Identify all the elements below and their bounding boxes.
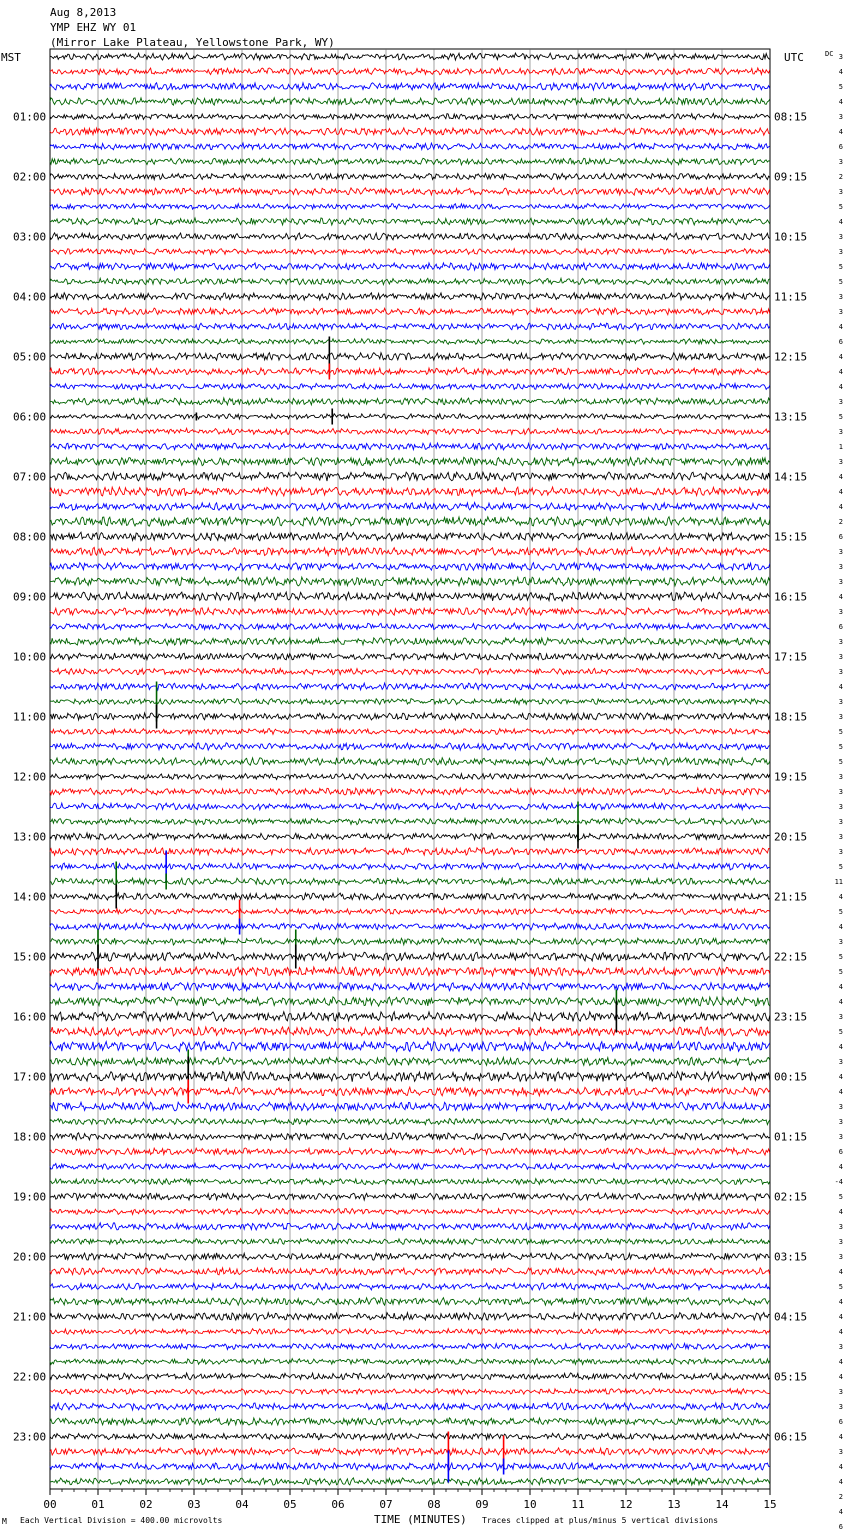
trace-2 bbox=[50, 83, 770, 91]
trace-7 bbox=[50, 158, 770, 165]
x-tick-label: 15 bbox=[763, 1498, 777, 1511]
dc-offset-label: 4 bbox=[838, 1358, 843, 1366]
x-tick-label: 04 bbox=[235, 1498, 249, 1511]
x-tick-label: 12 bbox=[619, 1498, 633, 1511]
trace-23 bbox=[50, 398, 770, 405]
dc-offset-label: 5 bbox=[838, 908, 843, 916]
dc-offset-label: 3 bbox=[838, 1403, 843, 1411]
dc-offset-label: 2 bbox=[838, 518, 843, 526]
trace-8 bbox=[50, 173, 770, 179]
utc-hour-label: 22:15 bbox=[774, 950, 808, 964]
trace-35 bbox=[50, 577, 770, 586]
trace-69 bbox=[50, 1087, 770, 1096]
dc-offset-label: 3 bbox=[838, 233, 843, 241]
utc-hour-label: 14:15 bbox=[774, 470, 808, 484]
trace-40 bbox=[50, 653, 770, 660]
trace-95 bbox=[50, 1478, 770, 1485]
mst-hour-label: 09:00 bbox=[13, 590, 47, 604]
dc-offset-label: 4 bbox=[838, 1208, 843, 1216]
trace-26 bbox=[50, 443, 770, 450]
dc-offset-label: 5 bbox=[838, 413, 843, 421]
utc-hour-label: 12:15 bbox=[774, 350, 808, 364]
dc-offset-label: 3 bbox=[838, 308, 843, 316]
dc-offset-label: 3 bbox=[838, 848, 843, 856]
dc-offset-label: 3 bbox=[838, 713, 843, 721]
dc-offset-label: 3 bbox=[838, 1253, 843, 1261]
location-label: (Mirror Lake Plateau, Yellowstone Park, WY) bbox=[50, 36, 335, 49]
mst-hour-label: 01:00 bbox=[13, 110, 47, 124]
dc-offset-label: 3 bbox=[838, 788, 843, 796]
dc-offset-label: 3 bbox=[838, 293, 843, 301]
trace-5 bbox=[50, 128, 770, 135]
utc-hour-label: 13:15 bbox=[774, 410, 808, 424]
dc-offset-label: 4 bbox=[838, 1463, 843, 1471]
scale-note: Each Vertical Division = 400.00 microvolts bbox=[20, 1516, 223, 1525]
utc-hour-label: 21:15 bbox=[774, 890, 808, 904]
mst-hour-label: 12:00 bbox=[13, 770, 47, 784]
dc-offset-label: 3 bbox=[838, 1388, 843, 1396]
utc-hour-label: 06:15 bbox=[774, 1430, 808, 1444]
trace-76 bbox=[50, 1193, 770, 1200]
x-tick-label: 05 bbox=[283, 1498, 297, 1511]
dc-offset-label: 3 bbox=[838, 158, 843, 166]
dc-offset-label: 4 bbox=[838, 1433, 843, 1441]
dc-offset-label: 3 bbox=[838, 1448, 843, 1456]
dc-offset-label: 4 bbox=[838, 1163, 843, 1171]
dc-offset-label: 3 bbox=[838, 608, 843, 616]
trace-3 bbox=[50, 98, 770, 105]
x-tick-label: 09 bbox=[475, 1498, 489, 1511]
mst-hour-label: 13:00 bbox=[13, 830, 47, 844]
dc-offset-label: 6 bbox=[838, 1523, 843, 1531]
mst-hour-label: 05:00 bbox=[13, 350, 47, 364]
dc-offset-label: 5 bbox=[838, 1193, 843, 1201]
corner-mark: M bbox=[2, 1517, 7, 1526]
trace-67 bbox=[50, 1057, 770, 1065]
left-axis-title: MST bbox=[1, 51, 21, 64]
utc-hour-label: 09:15 bbox=[774, 170, 808, 184]
dc-offset-label: 4 bbox=[838, 1328, 843, 1336]
x-tick-label: 11 bbox=[571, 1498, 585, 1511]
x-tick-label: 07 bbox=[379, 1498, 393, 1511]
trace-61 bbox=[50, 967, 770, 976]
mst-hour-label: 04:00 bbox=[13, 290, 47, 304]
utc-hour-label: 00:15 bbox=[774, 1070, 808, 1084]
trace-52 bbox=[50, 833, 770, 840]
trace-87 bbox=[50, 1359, 770, 1365]
utc-hour-label: 02:15 bbox=[774, 1190, 808, 1204]
dc-title: DC bbox=[825, 50, 834, 58]
dc-offset-label: 4 bbox=[838, 893, 843, 901]
dc-offset-label: 4 bbox=[838, 1268, 843, 1276]
dc-offset-label: 5 bbox=[838, 278, 843, 286]
trace-51 bbox=[50, 818, 770, 824]
dc-offset-label: 3 bbox=[838, 938, 843, 946]
trace-84 bbox=[50, 1313, 770, 1321]
utc-hour-label: 17:15 bbox=[774, 650, 808, 664]
dc-offset-label: 5 bbox=[838, 863, 843, 871]
utc-hour-label: 23:15 bbox=[774, 1010, 808, 1024]
dc-offset-label: 3 bbox=[838, 563, 843, 571]
trace-86 bbox=[50, 1343, 770, 1349]
trace-72 bbox=[50, 1133, 770, 1140]
dc-offset-label: 11 bbox=[834, 878, 843, 886]
dc-offset-label: 6 bbox=[838, 1418, 843, 1426]
trace-91 bbox=[50, 1418, 770, 1425]
utc-hour-label: 05:15 bbox=[774, 1370, 808, 1384]
utc-hour-label: 16:15 bbox=[774, 590, 808, 604]
trace-45 bbox=[50, 729, 770, 735]
x-tick-label: 08 bbox=[427, 1498, 441, 1511]
trace-93 bbox=[50, 1448, 770, 1455]
trace-28 bbox=[50, 472, 770, 481]
trace-71 bbox=[50, 1118, 770, 1124]
utc-hour-label: 15:15 bbox=[774, 530, 808, 544]
trace-9 bbox=[50, 188, 770, 195]
mst-hour-label: 18:00 bbox=[13, 1130, 47, 1144]
trace-group bbox=[50, 53, 770, 1485]
dc-offset-label: 4 bbox=[838, 1073, 843, 1081]
dc-offset-label: 4 bbox=[838, 353, 843, 361]
trace-49 bbox=[50, 788, 770, 795]
dc-offset-label: 3 bbox=[838, 833, 843, 841]
dc-offset-label: 4 bbox=[838, 383, 843, 391]
dc-offset-label: 5 bbox=[838, 263, 843, 271]
trace-41 bbox=[50, 668, 770, 674]
dc-offset-label: 5 bbox=[838, 203, 843, 211]
trace-58 bbox=[50, 923, 770, 930]
trace-12 bbox=[50, 233, 770, 240]
trace-68 bbox=[50, 1071, 770, 1081]
mst-hour-label: 08:00 bbox=[13, 530, 47, 544]
dc-offset-label: 3 bbox=[838, 1058, 843, 1066]
trace-55 bbox=[50, 878, 770, 885]
mst-hour-label: 14:00 bbox=[13, 890, 47, 904]
dc-offset-label: 3 bbox=[838, 1343, 843, 1351]
mst-hour-label: 16:00 bbox=[13, 1010, 47, 1024]
dc-offset-label: 4 bbox=[838, 683, 843, 691]
trace-34 bbox=[50, 563, 770, 571]
mst-hour-label: 11:00 bbox=[13, 710, 47, 724]
dc-offset-label: 4 bbox=[838, 128, 843, 136]
dc-offset-label: 5 bbox=[838, 728, 843, 736]
trace-78 bbox=[50, 1223, 770, 1230]
dc-offset-label: 5 bbox=[838, 1028, 843, 1036]
trace-24 bbox=[50, 414, 770, 420]
dc-offset-label: 6 bbox=[838, 623, 843, 631]
x-axis-ticks bbox=[43, 1489, 776, 1511]
trace-22 bbox=[50, 384, 770, 390]
utc-hour-label: 08:15 bbox=[774, 110, 808, 124]
dc-offset-label: 3 bbox=[838, 1238, 843, 1246]
dc-offset-label: 4 bbox=[838, 98, 843, 106]
mst-hour-label: 06:00 bbox=[13, 410, 47, 424]
x-tick-label: 13 bbox=[667, 1498, 681, 1511]
dc-offset-label: 3 bbox=[838, 818, 843, 826]
utc-hour-label: 01:15 bbox=[774, 1130, 808, 1144]
trace-30 bbox=[50, 503, 770, 511]
dc-offset-label: 3 bbox=[838, 113, 843, 121]
mst-hour-label: 17:00 bbox=[13, 1070, 47, 1084]
trace-50 bbox=[50, 803, 770, 810]
dc-offset-label: 6 bbox=[838, 1148, 843, 1156]
mst-hour-label: 20:00 bbox=[13, 1250, 47, 1264]
dc-offset-label: -4 bbox=[834, 1178, 843, 1186]
trace-42 bbox=[50, 683, 770, 690]
dc-offset-label: 3 bbox=[838, 248, 843, 256]
dc-offset-label: 4 bbox=[838, 1508, 843, 1516]
trace-18 bbox=[50, 323, 770, 330]
trace-31 bbox=[50, 517, 770, 526]
trace-77 bbox=[50, 1209, 770, 1215]
dc-offset-label: 3 bbox=[838, 548, 843, 556]
dc-offset-label: 4 bbox=[838, 1313, 843, 1321]
trace-74 bbox=[50, 1163, 770, 1169]
dc-offset-label: 4 bbox=[838, 1088, 843, 1096]
dc-offset-label: 5 bbox=[838, 953, 843, 961]
trace-44 bbox=[50, 713, 770, 720]
trace-4 bbox=[50, 114, 770, 120]
trace-75 bbox=[50, 1179, 770, 1185]
utc-hour-label: 18:15 bbox=[774, 710, 808, 724]
trace-15 bbox=[50, 278, 770, 284]
dc-offset-label: 4 bbox=[838, 323, 843, 331]
trace-66 bbox=[50, 1041, 770, 1051]
dc-offset-label: 4 bbox=[838, 473, 843, 481]
dc-offset-label: 2 bbox=[838, 173, 843, 181]
dc-offset-label: 4 bbox=[838, 998, 843, 1006]
dc-offset-label: 3 bbox=[838, 773, 843, 781]
trace-39 bbox=[50, 638, 770, 645]
dc-offset-label: 3 bbox=[838, 1223, 843, 1231]
dc-offset-label: 4 bbox=[838, 923, 843, 931]
right-hour-labels bbox=[774, 111, 807, 1444]
dc-offset-label: 3 bbox=[838, 578, 843, 586]
dc-offset-label: 6 bbox=[838, 338, 843, 346]
x-tick-label: 14 bbox=[715, 1498, 729, 1511]
trace-20 bbox=[50, 353, 770, 361]
trace-88 bbox=[50, 1373, 770, 1380]
trace-38 bbox=[50, 623, 770, 630]
dc-offset-label: 4 bbox=[838, 503, 843, 511]
trace-29 bbox=[50, 487, 770, 496]
dc-offset-label: 6 bbox=[838, 143, 843, 151]
trace-89 bbox=[50, 1389, 770, 1395]
trace-73 bbox=[50, 1148, 770, 1155]
mst-hour-label: 23:00 bbox=[13, 1430, 47, 1444]
x-tick-label: 01 bbox=[91, 1498, 105, 1511]
dc-offset-label: 6 bbox=[838, 533, 843, 541]
mst-hour-label: 07:00 bbox=[13, 470, 47, 484]
trace-56 bbox=[50, 893, 770, 900]
trace-21 bbox=[50, 368, 770, 375]
x-tick-label: 06 bbox=[331, 1498, 345, 1511]
dc-offset-label: 3 bbox=[838, 428, 843, 436]
dc-offset-label: 4 bbox=[838, 488, 843, 496]
trace-62 bbox=[50, 982, 770, 990]
dc-offset-label: 4 bbox=[838, 368, 843, 376]
dc-offset-label: 5 bbox=[838, 1283, 843, 1291]
dc-offset-label: 3 bbox=[838, 638, 843, 646]
trace-53 bbox=[50, 848, 770, 856]
dc-offset-label: 1 bbox=[838, 443, 843, 451]
trace-36 bbox=[50, 592, 770, 601]
trace-85 bbox=[50, 1329, 770, 1335]
trace-47 bbox=[50, 758, 770, 766]
mst-hour-label: 10:00 bbox=[13, 650, 47, 664]
trace-90 bbox=[50, 1403, 770, 1410]
trace-13 bbox=[50, 249, 770, 255]
dc-offset-label: 4 bbox=[838, 1478, 843, 1486]
date-label: Aug 8,2013 bbox=[50, 6, 117, 19]
trace-48 bbox=[50, 774, 770, 780]
dc-offset-label: 2 bbox=[838, 1493, 843, 1501]
dc-offset-labels bbox=[835, 53, 843, 1531]
trace-43 bbox=[50, 699, 770, 705]
utc-hour-label: 19:15 bbox=[774, 770, 808, 784]
dc-offset-label: 4 bbox=[838, 1373, 843, 1381]
trace-92 bbox=[50, 1433, 770, 1440]
dc-offset-label: 4 bbox=[838, 68, 843, 76]
x-axis-title: TIME (MINUTES) bbox=[374, 1513, 467, 1526]
mst-hour-label: 03:00 bbox=[13, 230, 47, 244]
trace-46 bbox=[50, 743, 770, 750]
mst-hour-label: 15:00 bbox=[13, 950, 47, 964]
trace-37 bbox=[50, 608, 770, 616]
mst-hour-label: 22:00 bbox=[13, 1370, 47, 1384]
dc-offset-label: 3 bbox=[838, 803, 843, 811]
trace-32 bbox=[50, 532, 770, 541]
dc-offset-label: 3 bbox=[838, 398, 843, 406]
dc-offset-label: 3 bbox=[838, 1103, 843, 1111]
dc-offset-label: 4 bbox=[838, 593, 843, 601]
trace-54 bbox=[50, 863, 770, 870]
dc-offset-label: 3 bbox=[838, 188, 843, 196]
dc-offset-label: 3 bbox=[838, 53, 843, 61]
trace-70 bbox=[50, 1102, 770, 1111]
trace-17 bbox=[50, 308, 770, 315]
trace-16 bbox=[50, 293, 770, 300]
x-tick-label: 03 bbox=[187, 1498, 201, 1511]
trace-25 bbox=[50, 428, 770, 434]
dc-offset-label: 3 bbox=[838, 1118, 843, 1126]
trace-81 bbox=[50, 1268, 770, 1275]
trace-10 bbox=[50, 204, 770, 210]
trace-80 bbox=[50, 1253, 770, 1260]
dc-offset-label: 4 bbox=[838, 1043, 843, 1051]
dc-offset-label: 5 bbox=[838, 743, 843, 751]
trace-79 bbox=[50, 1239, 770, 1245]
utc-hour-label: 11:15 bbox=[774, 290, 808, 304]
right-axis-title: UTC bbox=[784, 51, 804, 64]
utc-hour-label: 10:15 bbox=[774, 230, 808, 244]
trace-60 bbox=[50, 952, 770, 961]
dc-offset-label: 3 bbox=[838, 653, 843, 661]
clip-note: Traces clipped at plus/minus 5 vertical divisions bbox=[482, 1516, 719, 1525]
trace-1 bbox=[50, 68, 770, 75]
mst-hour-label: 19:00 bbox=[13, 1190, 47, 1204]
mst-hour-label: 21:00 bbox=[13, 1310, 47, 1324]
left-hour-labels bbox=[13, 111, 46, 1444]
trace-63 bbox=[50, 997, 770, 1006]
trace-94 bbox=[50, 1463, 770, 1471]
trace-64 bbox=[50, 1012, 770, 1022]
mst-hour-label: 02:00 bbox=[13, 170, 47, 184]
trace-19 bbox=[50, 339, 770, 345]
utc-hour-label: 04:15 bbox=[774, 1310, 808, 1324]
trace-82 bbox=[50, 1283, 770, 1290]
dc-offset-label: 4 bbox=[838, 983, 843, 991]
dc-offset-label: 3 bbox=[838, 1013, 843, 1021]
utc-hour-label: 03:15 bbox=[774, 1250, 808, 1264]
dc-offset-label: 3 bbox=[838, 668, 843, 676]
dc-offset-label: 5 bbox=[838, 83, 843, 91]
trace-27 bbox=[50, 457, 770, 465]
x-tick-label: 10 bbox=[523, 1498, 537, 1511]
trace-57 bbox=[50, 909, 770, 915]
trace-65 bbox=[50, 1027, 770, 1036]
station-label: YMP EHZ WY 01 bbox=[50, 21, 137, 34]
trace-83 bbox=[50, 1298, 770, 1306]
dc-offset-label: 5 bbox=[838, 758, 843, 766]
dc-offset-label: 5 bbox=[838, 968, 843, 976]
trace-6 bbox=[50, 143, 770, 150]
trace-11 bbox=[50, 218, 770, 225]
trace-14 bbox=[50, 263, 770, 270]
utc-hour-label: 20:15 bbox=[774, 830, 808, 844]
dc-offset-label: 4 bbox=[838, 1298, 843, 1306]
dc-offset-label: 3 bbox=[838, 698, 843, 706]
dc-offset-label: 3 bbox=[838, 458, 843, 466]
trace-33 bbox=[50, 547, 770, 555]
trace-0 bbox=[50, 53, 770, 60]
x-tick-label: 00 bbox=[43, 1498, 57, 1511]
trace-59 bbox=[50, 938, 770, 945]
dc-offset-label: 3 bbox=[838, 1133, 843, 1141]
x-tick-label: 02 bbox=[139, 1498, 153, 1511]
dc-offset-label: 4 bbox=[838, 218, 843, 226]
